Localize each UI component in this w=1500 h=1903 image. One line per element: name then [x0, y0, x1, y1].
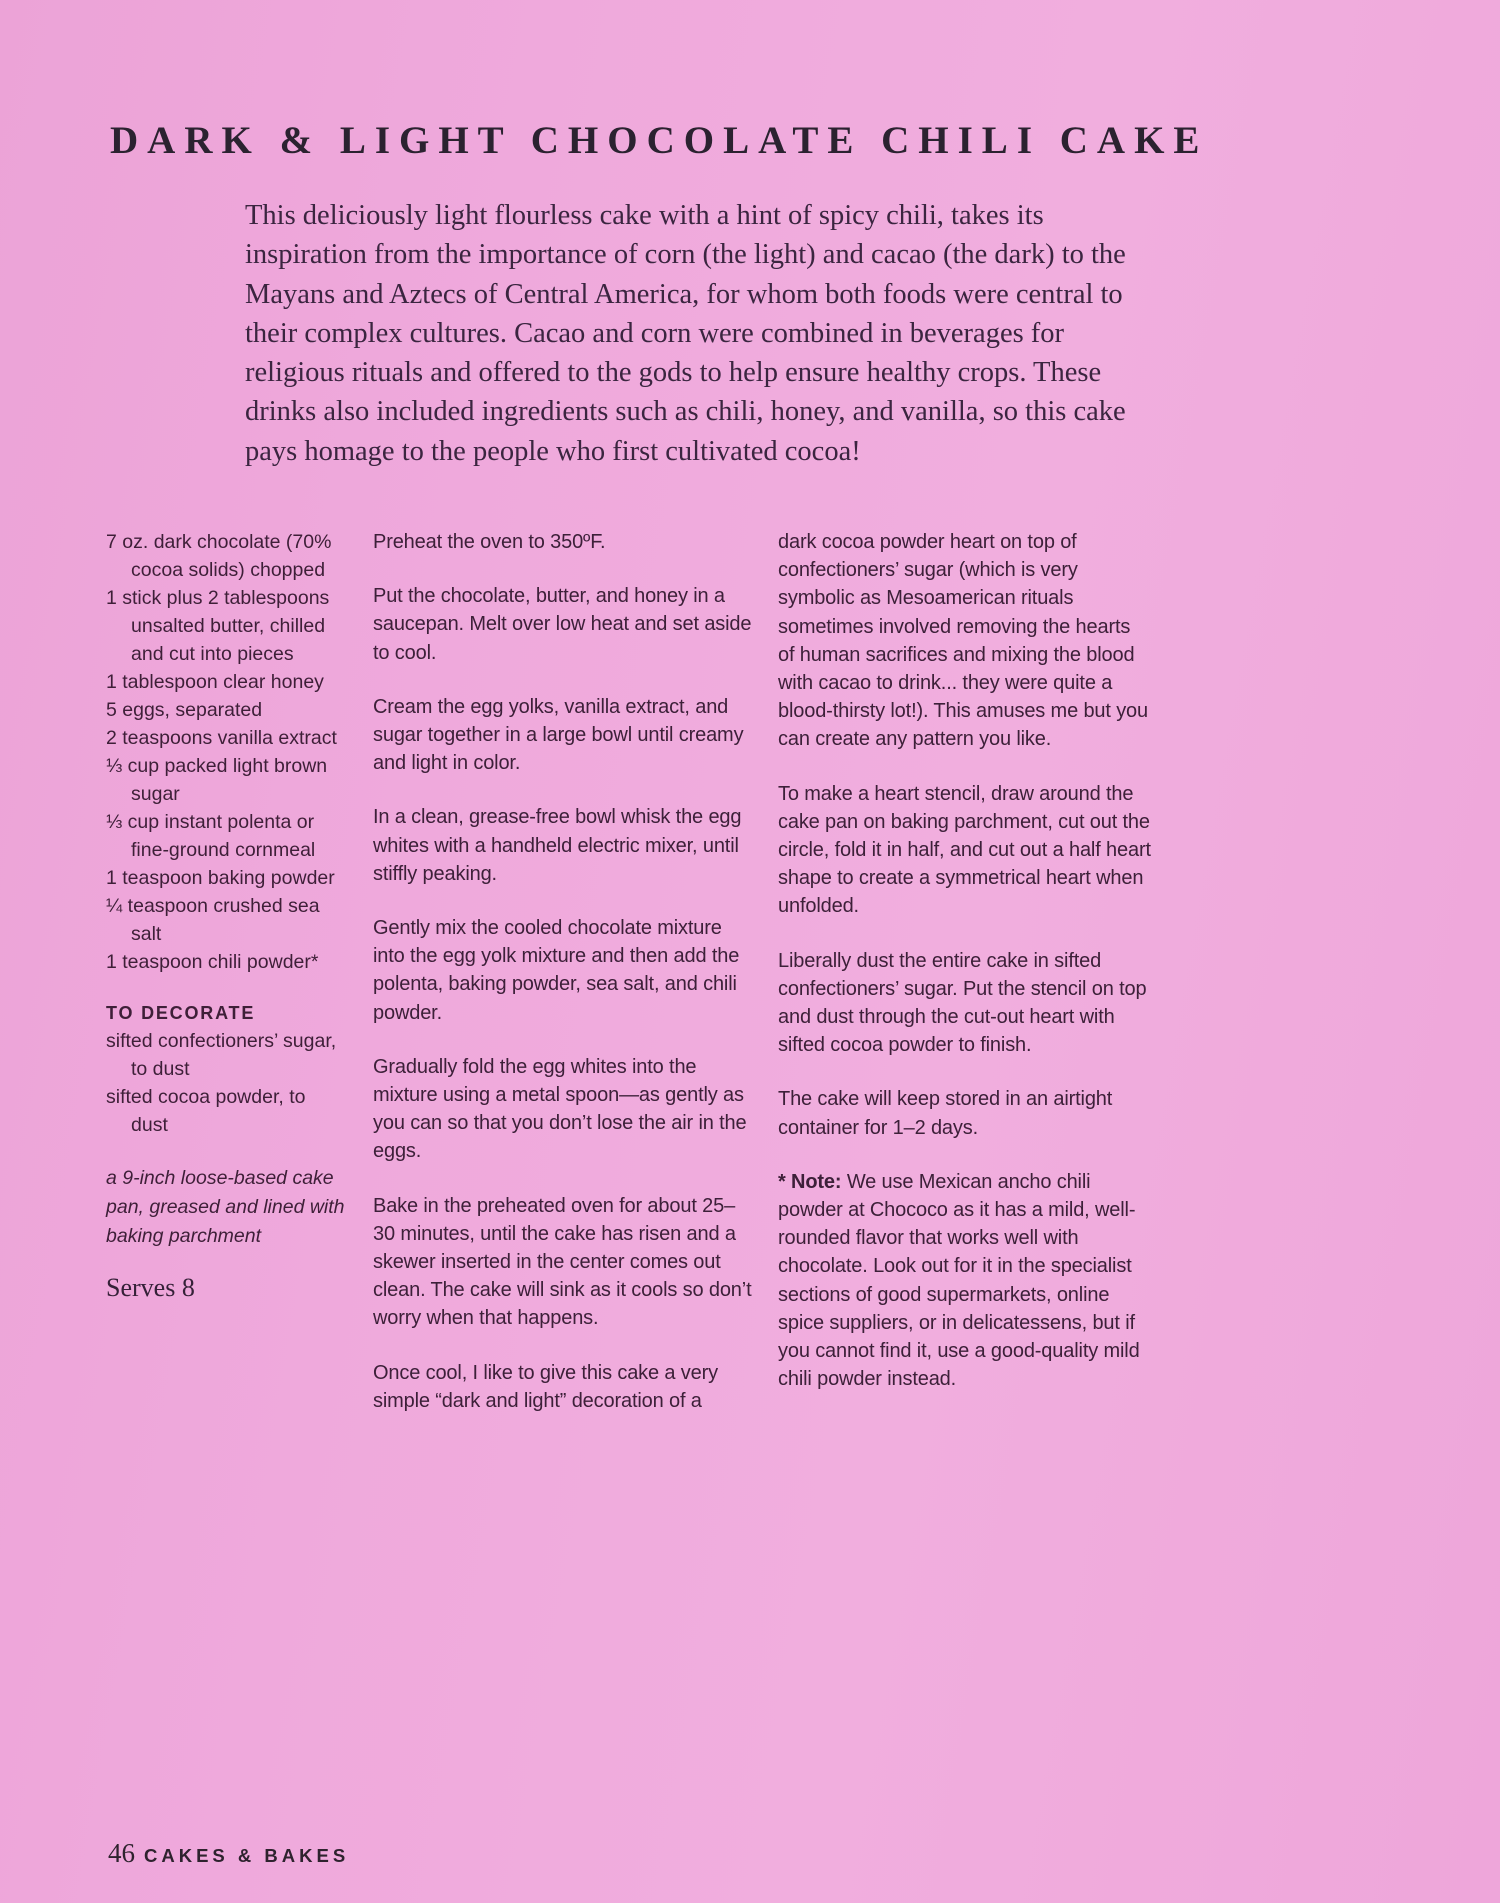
ingredient-item: 1 tablespoon clear honey — [106, 671, 324, 693]
method-paragraph: Gently mix the cooled chocolate mixture into the egg yolk mixture and then add the polenta, baking powder, sea salt, and chili powder. — [373, 917, 740, 1024]
method-paragraph: Cream the egg yolks, vanilla extract, and sugar together in a large bowl until creamy and light in color. — [373, 695, 744, 775]
note-text: We use Mexican ancho chili powder at Chococo as it has a mild, well-rounded flavor that works well with chocolate. Look out for it in the specialist sections of good supermarkets, online spice suppliers, or in delicatessens, but if you cannot find it, use a good-quality mild chili powder instead. — [778, 1170, 1140, 1391]
page-title: DARK & LIGHT CHOCOLATE CHILI CAKE — [110, 119, 1209, 162]
page-footer — [108, 1838, 349, 1869]
ingredient-item: 1 stick plus 2 tablespoons unsalted butter, chilled and cut into pieces — [106, 587, 330, 665]
ingredient-item: ⅓ cup instant polenta or fine-ground cornmeal — [106, 811, 316, 861]
note-paragraph — [778, 1168, 1152, 1394]
method-paragraph: Put the chocolate, butter, and honey in a saucepan. Melt over low heat and set aside to cool. — [373, 585, 752, 664]
decorate-item: sifted confectioners’ sugar, to dust — [106, 1030, 337, 1080]
ingredient-item: 1 teaspoon baking powder — [106, 867, 335, 889]
ingredient-item: 1 teaspoon chili powder* — [106, 951, 319, 973]
decorate-list — [106, 1027, 346, 1139]
method-paragraph: To make a heart stencil, draw around the cake pan on baking parchment, cut out the circle, fold it in half, and cut out a half heart shape to create a symmetrical heart when unfolded. — [778, 782, 1151, 918]
ingredient-item: ⅓ cup packed light brown sugar — [106, 755, 328, 805]
method-paragraph: Once cool, I like to give this cake a very simple “dark and light” decoration of a — [373, 1361, 718, 1412]
ingredient-item: 2 teaspoons vanilla extract — [106, 727, 337, 749]
ingredients-column — [106, 528, 346, 1302]
method-column-1 — [373, 528, 753, 1441]
ingredient-item: 7 oz. dark chocolate (70% cocoa solids) chopped — [106, 531, 332, 581]
method-column-2 — [778, 528, 1152, 1419]
method-paragraph: Preheat the oven to 350ºF. — [373, 531, 606, 553]
intro-paragraph: This deliciously light flourless cake with a hint of spicy chili, takes its inspiration from the importance of corn (the light) and cacao (the dark) to the Mayans and Aztecs of Central America, for whom both foods were central to their complex cultures. Cacao and corn were combined in beverages for religious rituals and offered to the gods to help ensure healthy crops. These drinks also included ingredients such as chili, honey, and vanilla, so this cake pays homage to the people who first cultivated cocoa! — [245, 200, 1126, 467]
method-column-2-paragraphs — [778, 528, 1152, 1142]
section-title: CAKES & BAKES — [144, 1845, 350, 1866]
method-paragraph: Liberally dust the entire cake in sifted confectioners’ sugar. Put the stencil on top and dust through the cut-out heart with sifted cocoa powder to finish. — [778, 949, 1147, 1057]
method-paragraph: In a clean, grease-free bowl whisk the egg whites with a handheld electric mixer, until stiffly peaking. — [373, 806, 742, 885]
ingredient-item: ¼ teaspoon crushed sea salt — [106, 895, 320, 945]
note-label: * Note: — [778, 1170, 842, 1193]
method-paragraph: Gradually fold the egg whites into the mixture using a metal spoon—as gently as you can so that you don’t lose the air in the eggs. — [373, 1055, 747, 1163]
ingredient-item: 5 eggs, separated — [106, 699, 263, 721]
method-paragraph: The cake will keep stored in an airtight container for 1–2 days. — [778, 1088, 1113, 1139]
method-paragraph: dark cocoa powder heart on top of confectioners’ sugar (which is very symbolic as Mesoamerican rituals sometimes involved removing the hearts of human sacrifices and mixing the blood with cacao to drink... they were quite a blood-thirsty lot!). This amuses me but you can create any pattern you like. — [778, 531, 1149, 751]
equipment-note: a 9-inch loose-based cake pan, greased and lined with baking parchment — [106, 1167, 345, 1247]
decorate-heading: TO DECORATE — [106, 1003, 256, 1023]
decorate-item: sifted cocoa powder, to dust — [106, 1086, 306, 1136]
method-paragraph: Bake in the preheated oven for about 25–30 minutes, until the cake has risen and a skewer inserted in the center comes out clean. The cake will sink as it cools so don’t worry when that happens. — [373, 1194, 752, 1330]
page-number: 46 — [108, 1838, 135, 1868]
ingredients-list — [106, 528, 346, 976]
serves-label: Serves 8 — [106, 1273, 195, 1302]
